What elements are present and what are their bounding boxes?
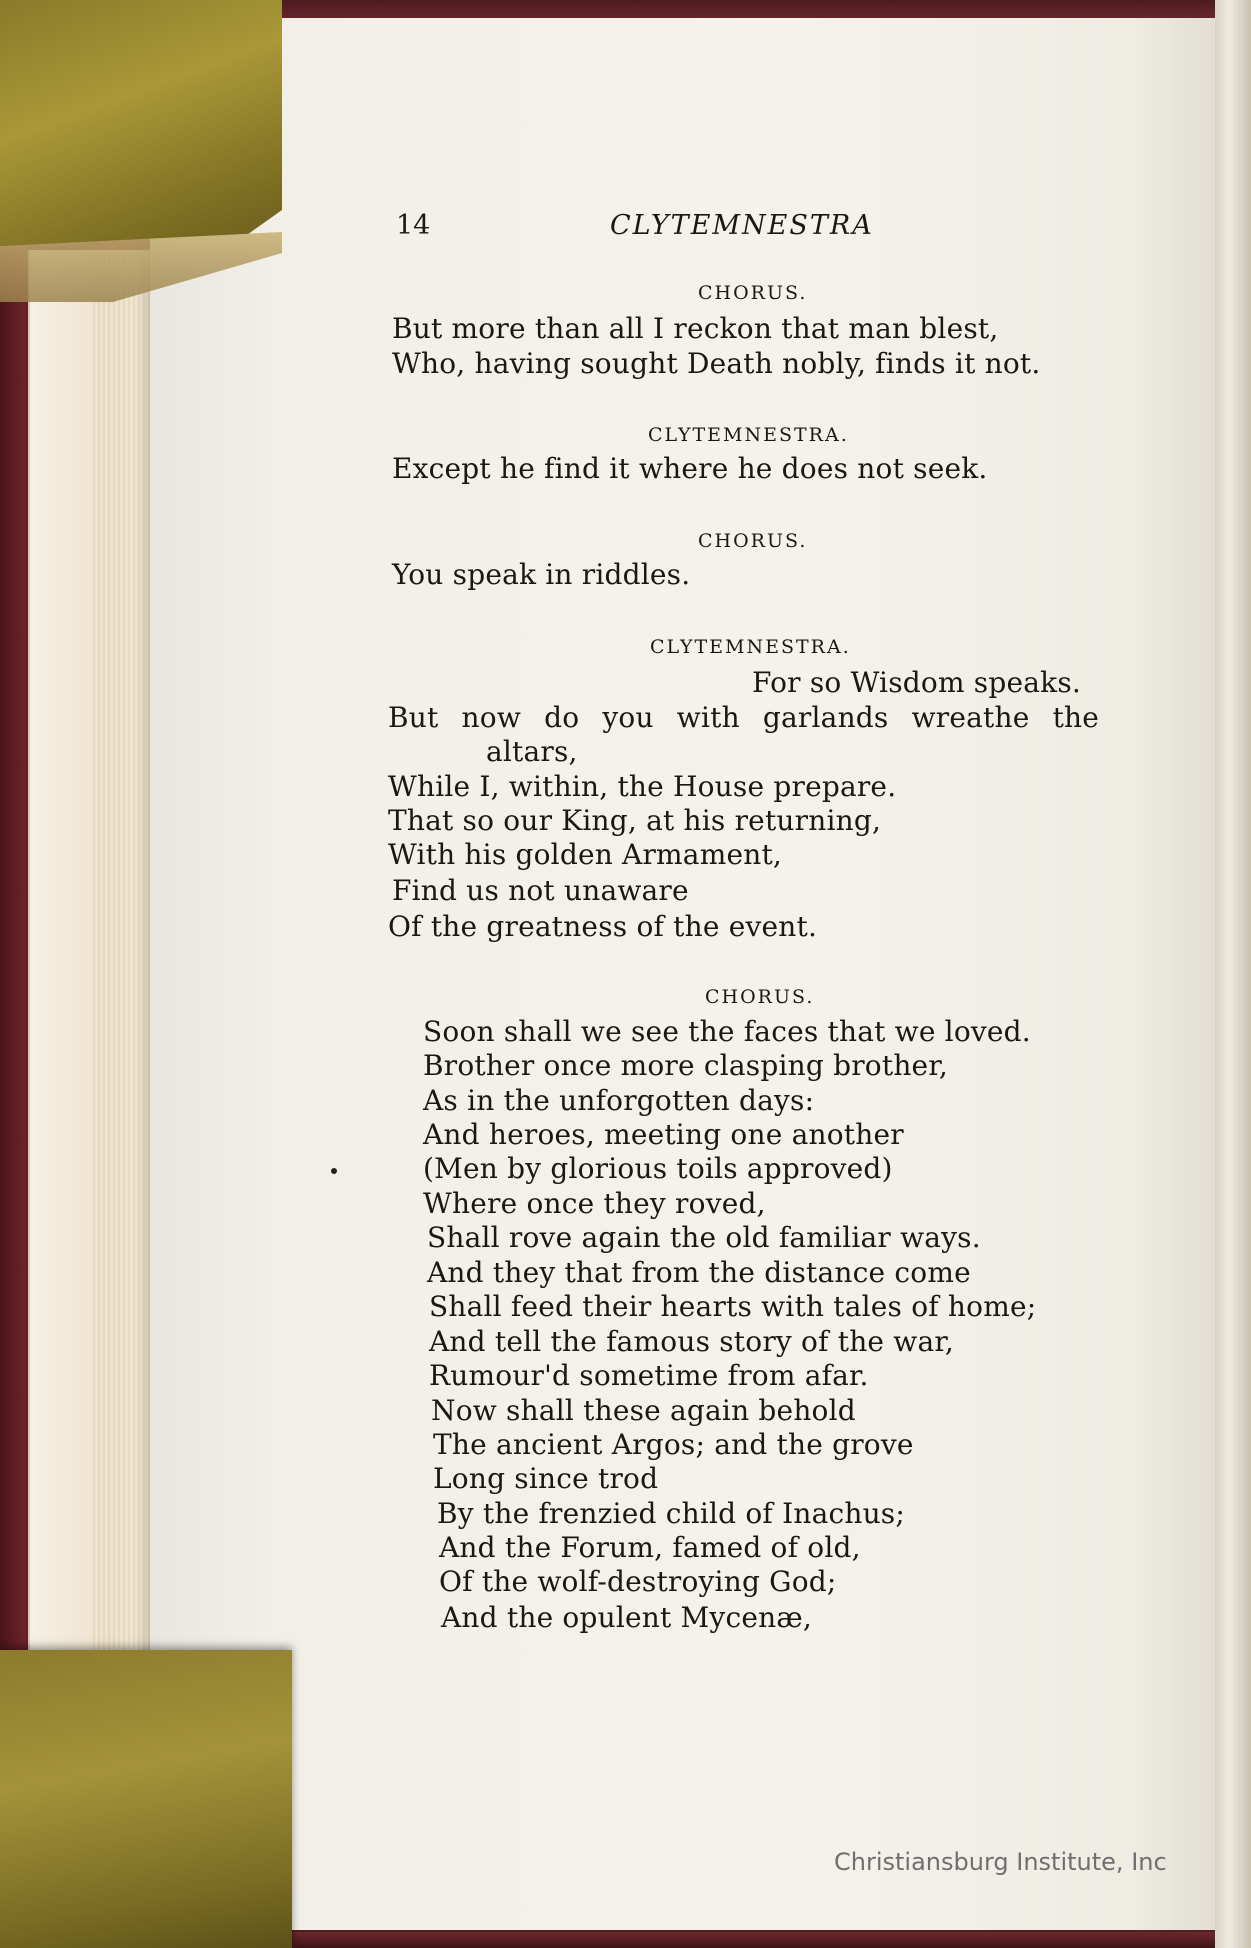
verse-line: Now shall these again behold — [431, 1394, 856, 1427]
verse-line: Shall feed their hearts with tales of home; — [429, 1290, 1037, 1323]
verse-line: But more than all I reckon that man blest, — [392, 312, 999, 345]
verse-line: Of the wolf-destroying God; — [439, 1565, 837, 1598]
verse-line: Who, having sought Death nobly, finds it not. — [392, 347, 1041, 380]
speaker-label: CHORUS. — [698, 530, 808, 552]
speaker-label: CLYTEMNESTRA. — [650, 636, 851, 658]
verse-line: And the Forum, famed of old, — [439, 1531, 861, 1564]
verse-line: And heroes, meeting one another — [423, 1118, 904, 1151]
verse-line: As in the unforgotten days: — [423, 1084, 815, 1117]
verse-line: Of the greatness of the event. — [388, 910, 818, 943]
page-number: 14 — [396, 210, 431, 241]
verse-line: And they that from the distance come — [427, 1256, 971, 1289]
right-page-edges — [1215, 0, 1251, 1948]
speaker-label: CHORUS. — [705, 986, 815, 1008]
verse-line: While I, within, the House prepare. — [388, 770, 897, 803]
archival-clip-bottom — [0, 1650, 292, 1948]
watermark: Christiansburg Institute, Inc — [834, 1848, 1167, 1876]
verse-line: And the opulent Mycenæ, — [441, 1601, 812, 1634]
book-cover-top — [240, 0, 1251, 20]
running-title: CLYTEMNESTRA — [610, 210, 874, 241]
book-cover-bottom — [280, 1932, 1251, 1948]
verse-line: With his golden Armament, — [388, 838, 783, 871]
verse-line: Brother once more clasping brother, — [423, 1049, 948, 1082]
verse-line: Except he find it where he does not seek. — [392, 452, 988, 485]
verse-line: The ancient Argos; and the grove — [433, 1428, 914, 1461]
verse-line: You speak in riddles. — [392, 558, 691, 591]
ink-fleck — [331, 1168, 337, 1174]
verse-line: And tell the famous story of the war, — [429, 1325, 954, 1358]
verse-line: Rumour'd sometime from afar. — [429, 1359, 869, 1392]
verse-line: altars, — [486, 735, 578, 768]
verse-line: Shall rove again the old familiar ways. — [427, 1221, 981, 1254]
verse-line: Find us not unaware — [392, 874, 689, 907]
speaker-label: CHORUS. — [698, 282, 808, 304]
verse-line: Where once they roved, — [423, 1187, 766, 1220]
verse-line: But now do you with garlands wreathe the — [388, 701, 1100, 734]
book-page — [150, 18, 1215, 1930]
verse-line: Soon shall we see the faces that we loved. — [423, 1015, 1031, 1048]
verse-line: For so Wisdom speaks. — [752, 666, 1082, 699]
verse-line: Long since trod — [433, 1462, 659, 1495]
verse-line: That so our King, at his returning, — [388, 804, 882, 837]
speaker-label: CLYTEMNESTRA. — [648, 424, 849, 446]
verse-line: By the frenzied child of Inachus; — [437, 1497, 906, 1530]
verse-line: (Men by glorious toils approved) — [423, 1152, 893, 1185]
